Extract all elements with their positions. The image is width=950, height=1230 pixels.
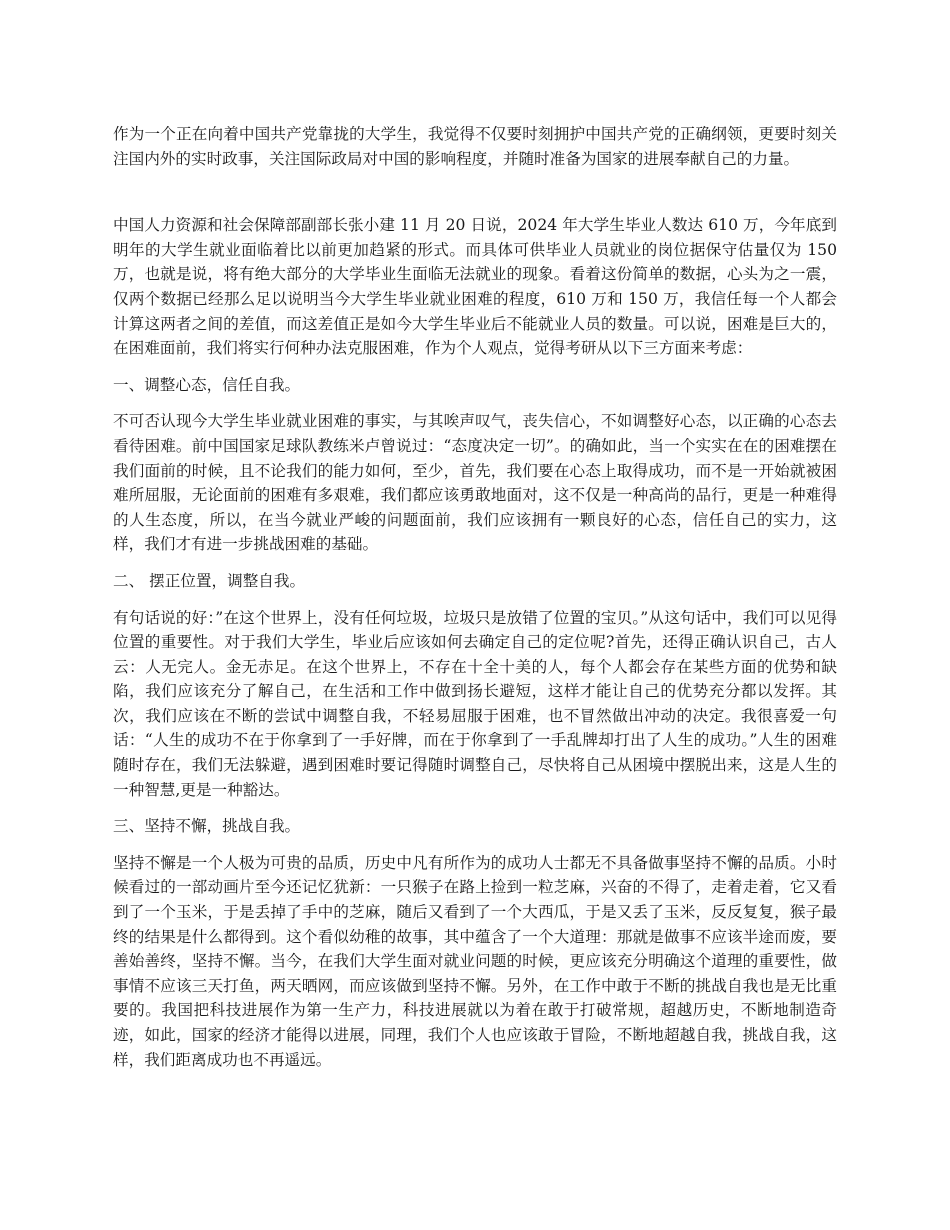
document-body bbox=[113, 122, 837, 1072]
section-heading-1: 一、调整心态，信任自我。 bbox=[113, 375, 301, 394]
section-spacer bbox=[113, 171, 837, 213]
section-paragraph-3: 坚持不懈是一个人极为可贵的品质，历史中凡有所作为的成功人士都无不具备做事坚持不懈的品质。小时候看过的一部动画片至今还记忆犹新：一只猴子在路上捡到一粒芝麻，兴奋的不得了，走着走着，它又看到了一个玉米，于是丢掉了手中的芝麻，随后又看到了一个大西瓜，于是又丢了玉米，反反复复，猴子最终的结果是什么都得到。这个看似幼稚的故事，其中蕴含了一个大道理：那就是做事不应该半途而废，要善始善终，坚持不懈。当今，在我们大学生面对就业问题的时候，更应该充分明确这个道理的重要性，做事情不应该三天打鱼，两天晒网，而应该做到坚持不懈。另外，在工作中敢于不断的挑战自我也是无比重要的。我国把科技进展作为第一生产力，科技进展就以为着在敢于打破常规，超越历史，不断地制造奇迹，如此，国家的经济才能得以进展，同理，我们个人也应该敢于冒险，不断地超越自我，挑战自我，这样，我们距离成功也不再遥远。 bbox=[113, 853, 837, 1069]
section-heading-2: 二、 摆正位置，调整自我。 bbox=[113, 571, 306, 590]
section-heading-3: 三、坚持不懈，挑战自我。 bbox=[113, 817, 301, 836]
section-paragraph-2: 有句话说的好：”在这个世界上，没有任何垃圾，垃圾只是放错了位置的宝贝。”从这句话中，我们可以见得位置的重要性。对于我们大学生，毕业后应该如何去确定自己的定位呢?首先，还得正确认识自己，古人云：人无完人。金无赤足。在这个世界上，不存在十全十美的人，每个人都会存在某些方面的优势和缺陷，我们应该充分了解自己，在生活和工作中做到扬长避短，这样才能让自己的优势充分都以发挥。其次，我们应该在不断的尝试中调整自我，不轻易屈服于困难，也不冒然做出冲动的决定。我很喜爱一句话：“人生的成功不在于你拿到了一手好牌，而在于你拿到了一手乱牌却打出了人生的成功。”人生的困难随时存在，我们无法躲避，遇到困难时要记得随时调整自己，尽快将自己从困境中摆脱出来，这是人生的一种智慧,更是一种豁达。 bbox=[113, 608, 837, 799]
employment-paragraph: 中国人力资源和社会保障部副部长张小建 11 月 20 日说，2024 年大学生毕业人数达 610 万，今年底到明年的大学生就业面临着比以前更加趋紧的形式。而具体可供毕业人员就业的岗位据保守估量仅为 150 万，也就是说，将有绝大部分的大学毕业生面临无法就业的现象。看着这份简单的数据，心头为之一震，仅两个数据已经那么足以说明当今大学生毕业就业困难的程度，610 万和 150 万，我信任每一个人都会计算这两者之间的差值，而这差值正是如今大学生毕业后不能就业人员的数量。可以说，困难是巨大的，在困难面前，我们将实行何种办法克服困难，作为个人观点，觉得考研从以下三方面来考虑： bbox=[113, 216, 837, 358]
intro-paragraph: 作为一个正在向着中国共产党靠拢的大学生，我觉得不仅要时刻拥护中国共产党的正确纲领，更要时刻关注国内外的实时政事，关注国际政局对中国的影响程度，并随时准备为国家的进展奉献自己的力量。 bbox=[113, 125, 837, 168]
section-paragraph-1: 不可否认现今大学生毕业就业困难的事实，与其唉声叹气，丧失信心，不如调整好心态，以正确的心态去看待困难。前中国国家足球队教练米卢曾说过：“态度决定一切”。的确如此，当一个实实在在的困难摆在我们面前的时候，且不论我们的能力如何，至少，首先，我们要在心态上取得成功，而不是一开始就被困难所屈服，无论面前的困难有多艰难，我们都应该勇敢地面对，这不仅是一种高尚的品行，更是一种难得的人生态度，所以，在当今就业严峻的问题面前，我们应该拥有一颗良好的心态，信任自己的实力，这样，我们才有进一步挑战困难的基础。 bbox=[113, 412, 837, 554]
